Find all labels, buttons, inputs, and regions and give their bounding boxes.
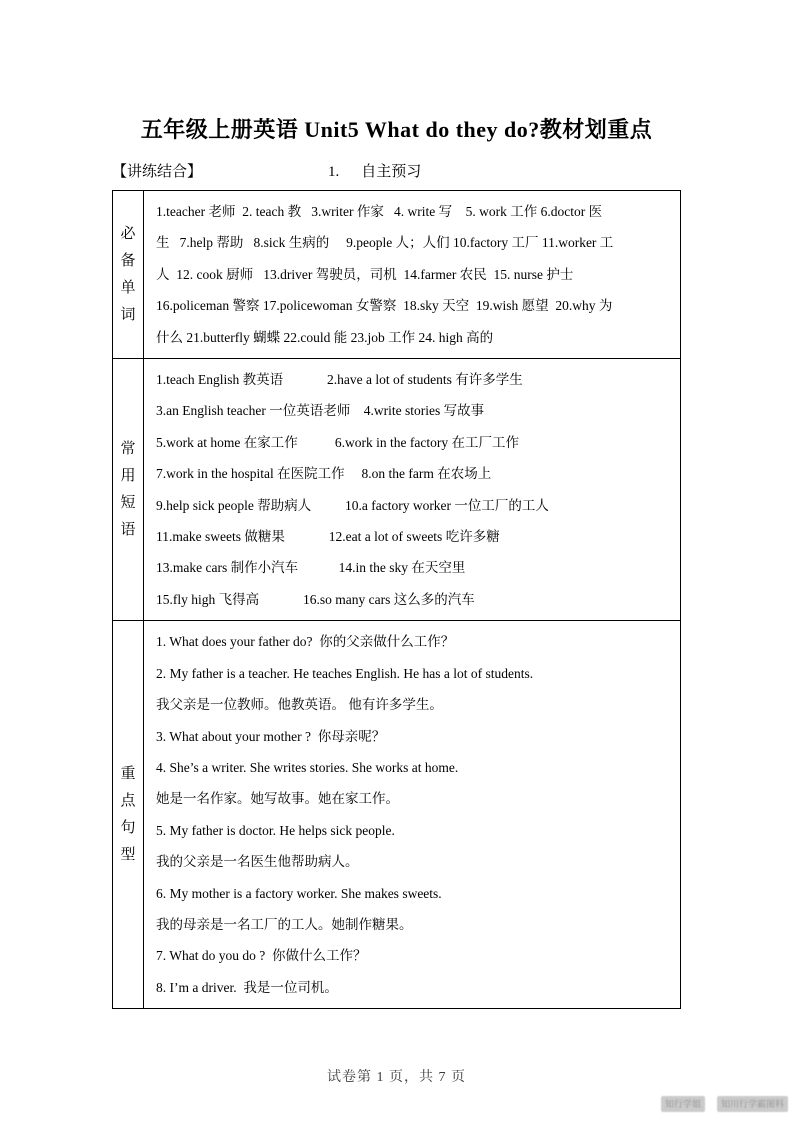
content-line: 5. My father is doctor. He helps sick people.: [156, 822, 395, 838]
row-header-char: 词: [120, 307, 136, 324]
content-line: 1.teacher 老师 2. teach 教 3.writer 作家 4. write 写 5. work 工作 6.doctor 医: [156, 204, 603, 219]
watermark-left: 知行学姐: [661, 1096, 705, 1112]
row-header-char: 重: [120, 766, 136, 783]
row-header-char: 备: [120, 253, 136, 270]
row-content: [144, 621, 681, 1009]
content-line: 9.help sick people 帮助病人 10.a factory worker 一位工厂的工人: [156, 497, 549, 513]
content-line: 我父亲是一位教师。他教英语。 他有许多学生。: [156, 697, 443, 713]
content-line: 3. What about your mother ? 你母亲呢？: [156, 728, 386, 744]
content-line: 1.teach English 教英语 2.have a lot of students 有许多学生: [156, 372, 523, 388]
table-row: [113, 191, 681, 359]
table-row: [113, 621, 681, 1009]
row-header-char: 常: [120, 441, 136, 458]
content-line: 16.policeman 警察 17.policewoman 女警察 18.sky 天空 19.wish 愿望 20.why 为: [156, 298, 613, 314]
content-line: 15.fly high 飞得高 16.so many cars 这么多的汽车: [156, 591, 475, 607]
content-line: 生 7.help 帮助 8.sick 生病的 9.people 人；人们 10.factory 工厂 11.worker 工: [156, 235, 614, 251]
row-content: [144, 359, 681, 621]
content-line: 她是一名作家。她写故事。她在家工作。: [156, 791, 399, 807]
row-header-char: 短: [120, 495, 136, 512]
content-line: 我的母亲是一名工厂的工人。她制作糖果。: [156, 916, 413, 932]
row-header-char: 语: [120, 522, 136, 539]
row-header-char: 用: [120, 468, 136, 485]
content-line: 5.work at home 在家工作 6.work in the factory 在工厂工作: [156, 434, 519, 450]
content-line: 6. My mother is a factory worker. She makes sweets.: [156, 885, 442, 901]
page-title: 五年级上册英语 Unit5 What do they do?教材划重点: [140, 117, 653, 142]
content-line: 13.make cars 制作小汽车 14.in the sky 在天空里: [156, 560, 466, 576]
content-line: 7.work in the hospital 在医院工作 8.on the farm 在农场上: [156, 466, 492, 482]
key-points-table: [112, 190, 681, 1009]
row-header-char: 句: [120, 820, 136, 837]
content-line: 3.an English teacher 一位英语老师 4.write stories 写故事: [156, 403, 485, 419]
table-row: [113, 359, 681, 621]
watermark-right: 知川行学霸图料: [717, 1096, 788, 1112]
row-header: [113, 191, 144, 359]
content-line: 11.make sweets 做糖果 12.eat a lot of sweets 吃许多糖: [156, 529, 500, 545]
row-header-char: 单: [120, 280, 136, 297]
section-number: 1.: [328, 164, 340, 180]
page-footer: 试卷第 1 页，共 7 页: [327, 1070, 466, 1085]
row-header-char: 点: [120, 793, 136, 810]
row-header: [113, 621, 144, 1009]
content-line: 我的父亲是一名医生他帮助病人。: [156, 854, 359, 870]
section-header: [112, 161, 681, 184]
row-content: [144, 191, 681, 359]
row-header-char: 型: [120, 847, 136, 864]
row-header-char: 必: [120, 226, 136, 243]
content-line: 2. My father is a teacher. He teaches English. He has a lot of students.: [156, 665, 534, 681]
content-line: 4. She’s a writer. She writes stories. She works at home.: [156, 759, 459, 775]
content-line: 什么 21.butterfly 蝴蝶 22.could 能 23.job 工作 24. high 高的: [156, 329, 494, 345]
content-line: 人 12. cook 厨师 13.driver 驾驶员，司机 14.farmer 农民 15. nurse 护士: [156, 266, 574, 282]
content-line: 1. What does your father do? 你的父亲做什么工作？: [156, 634, 455, 650]
watermark-group: [661, 1096, 788, 1112]
content-line: 8. I’m a driver. 我是一位司机。: [156, 979, 338, 995]
page-body: [112, 0, 681, 1009]
key-table-body: [113, 191, 681, 1009]
content-line: 7. What do you do ? 你做什么工作？: [156, 948, 367, 964]
section-label: 【讲练结合】: [112, 164, 203, 180]
row-header: [113, 359, 144, 621]
section-name: 自主预习: [361, 164, 422, 180]
